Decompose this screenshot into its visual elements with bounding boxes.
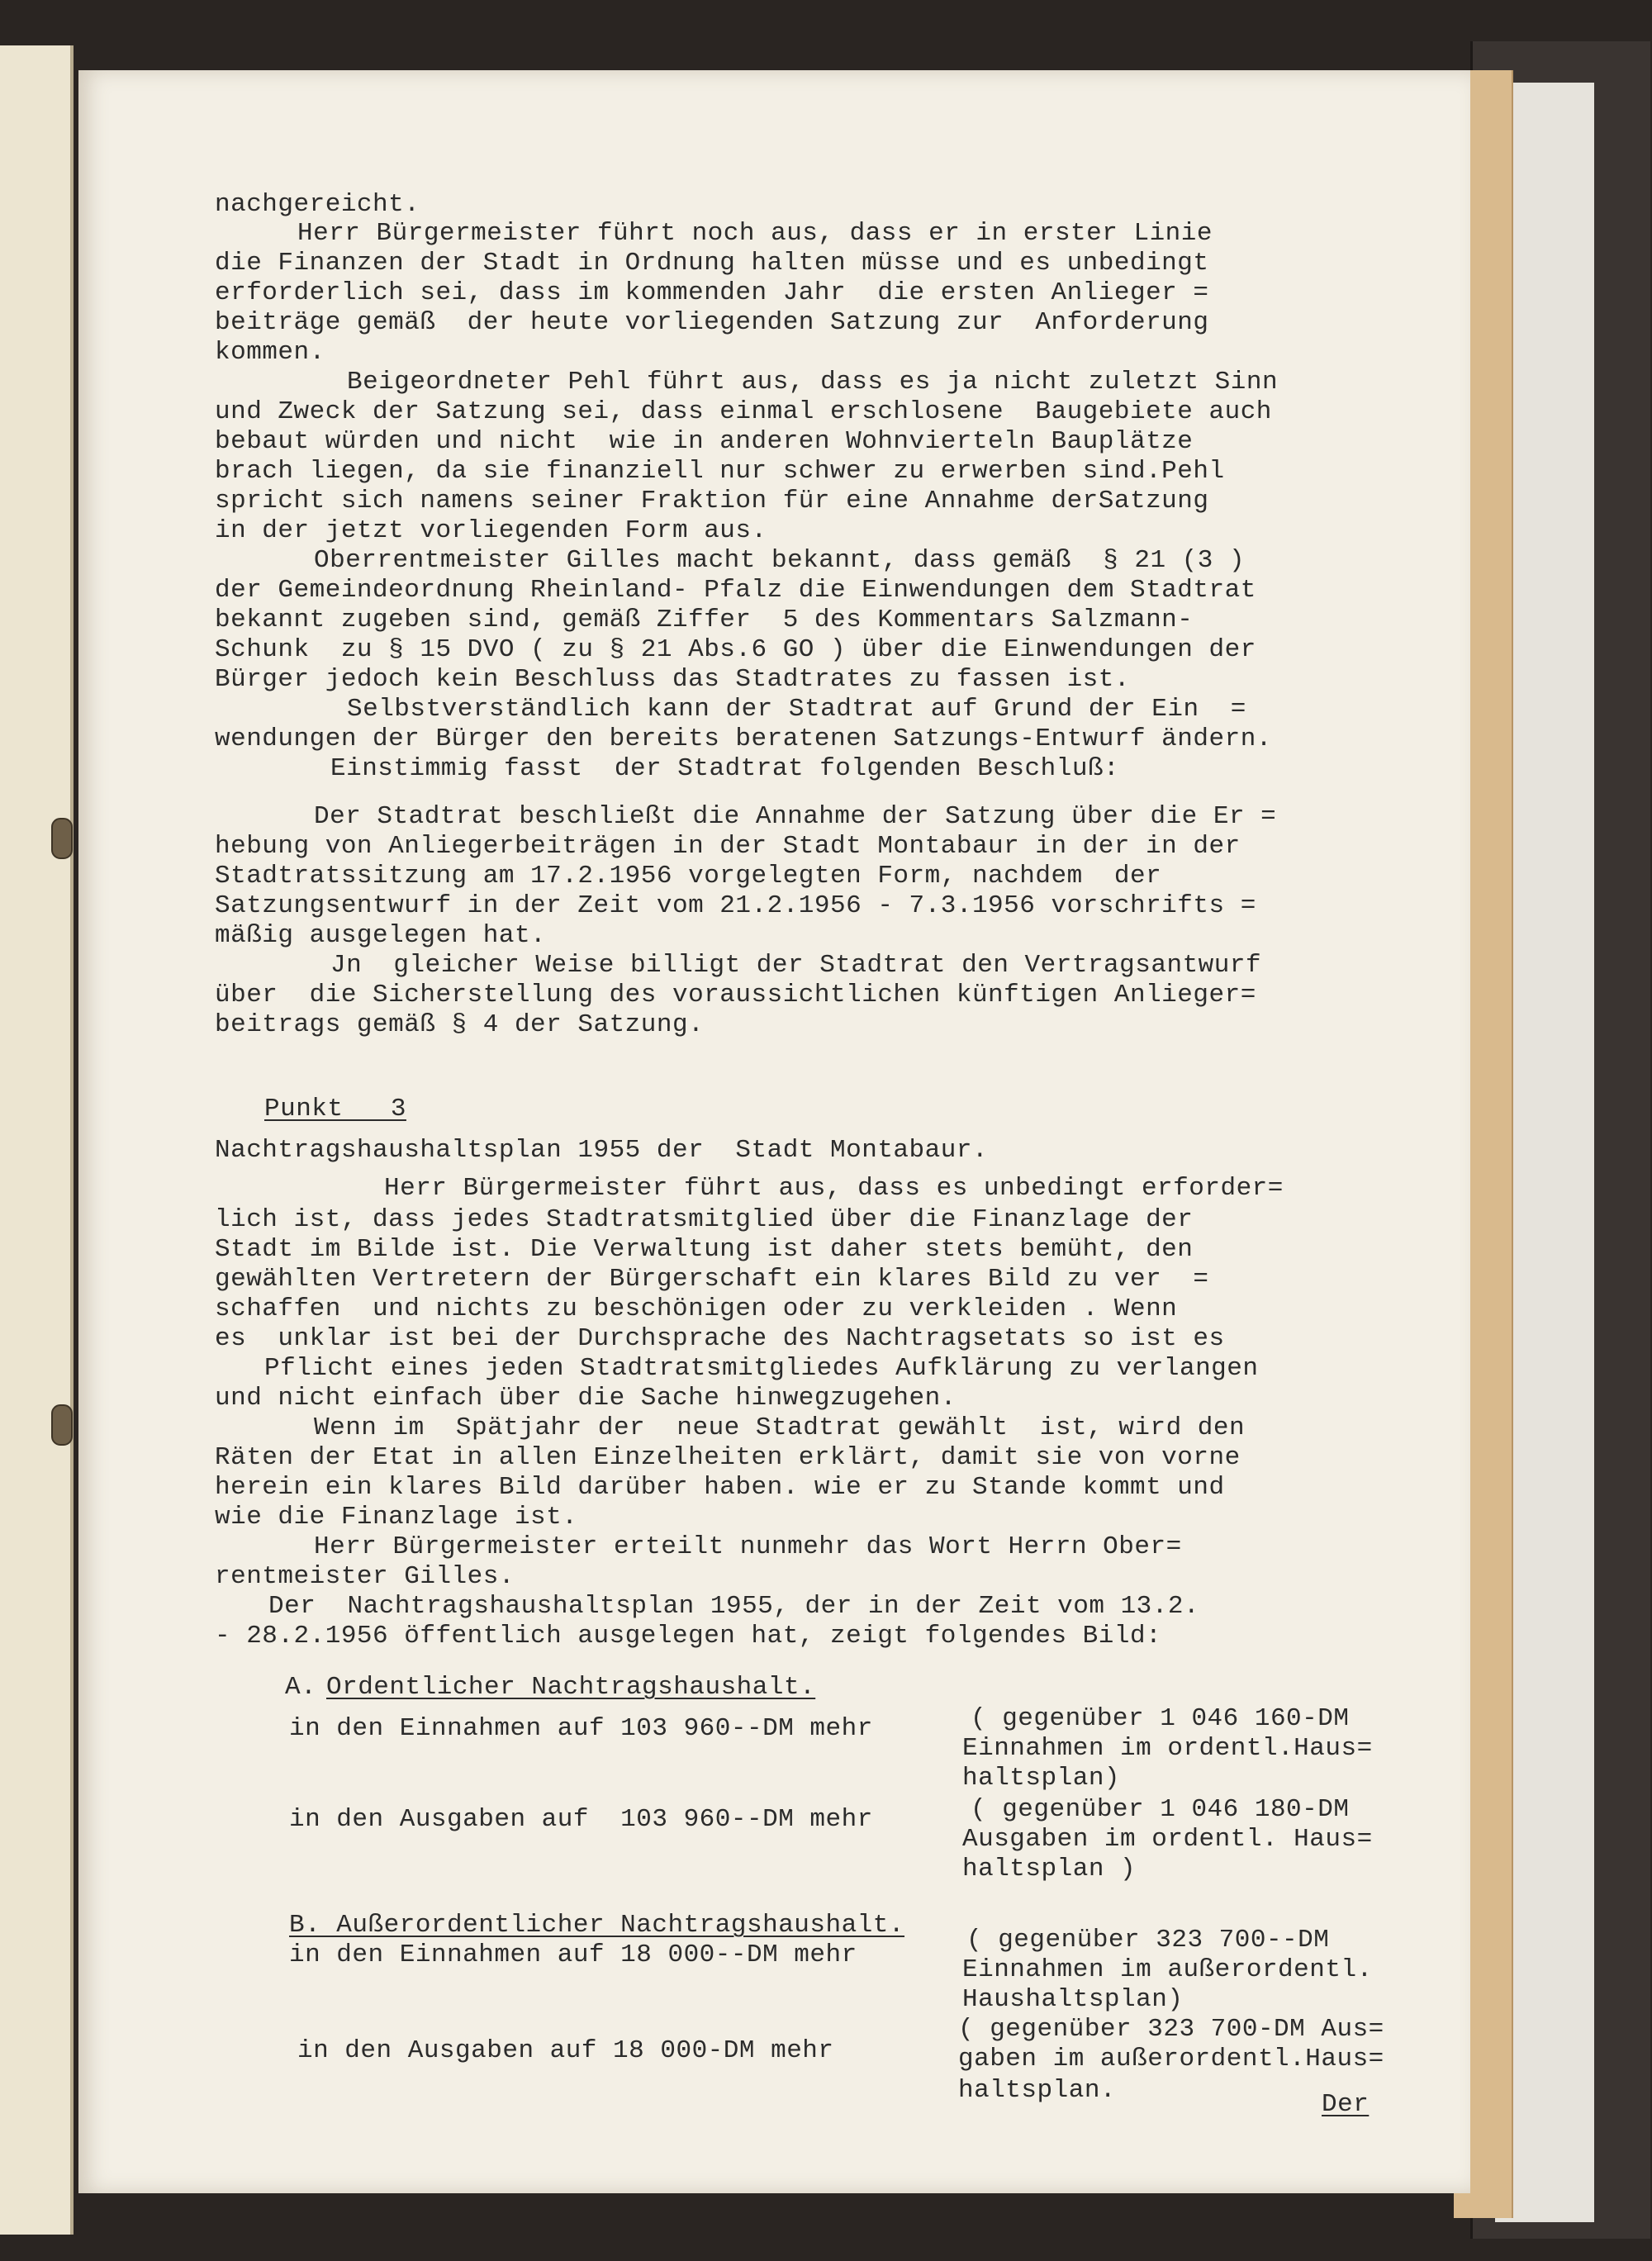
text-line: Der Nachtragshaushaltsplan 1955, der in der Zeit vom 13.2.: [268, 1592, 1200, 1621]
text-line: Selbstverständlich kann der Stadtrat auf Grund der Ein =: [347, 695, 1246, 724]
text-line: hebung von Anliegerbeiträgen in der Stadt Montabaur in der in der: [215, 832, 1241, 861]
text-line: in den Ausgaben auf 103 960--DM mehr: [289, 1805, 873, 1834]
text-line: Herr Bürgermeister führt noch aus, dass er in erster Linie: [297, 219, 1213, 248]
subsection-label: A.: [285, 1673, 317, 1702]
text-line: wie die Finanzlage ist.: [215, 1503, 578, 1532]
text-line: gaben im außerordentl.Haus=: [958, 2045, 1384, 2073]
text-line: Pflicht eines jeden Stadtratsmitgliedes Aufklärung zu verlangen: [264, 1354, 1259, 1383]
text-line: ( gegenüber 323 700--DM: [966, 1926, 1330, 1955]
text-line: brach liegen, da sie finanziell nur schwer zu erwerben sind.Pehl: [215, 457, 1225, 486]
text-line: Beigeordneter Pehl führt aus, dass es ja nicht zuletzt Sinn: [347, 368, 1279, 397]
binder-ring-icon: [51, 818, 73, 859]
text-line: Einnahmen im ordentl.Haus=: [962, 1734, 1373, 1763]
text-line: haltsplan): [962, 1764, 1121, 1793]
text-line: haltsplan.: [958, 2076, 1117, 2105]
section-title: Nachtragshaushaltsplan 1955 der Stadt Montabaur.: [215, 1136, 989, 1165]
text-line: und nicht einfach über die Sache hinwegzugehen.: [215, 1384, 957, 1413]
text-line: Stadt im Bilde ist. Die Verwaltung ist daher stets bemüht, den: [215, 1235, 1194, 1264]
text-line: erforderlich sei, dass im kommenden Jahr die ersten Anlieger =: [215, 278, 1209, 307]
text-line: wendungen der Bürger den bereits beratenen Satzungs-Entwurf ändern.: [215, 724, 1272, 753]
text-line: und Zweck der Satzung sei, dass einmal erschlosene Baugebiete auch: [215, 397, 1272, 426]
text-line: Wenn im Spätjahr der neue Stadtrat gewählt ist, wird den: [314, 1413, 1246, 1442]
text-line: über die Sicherstellung des voraussichtlichen künftigen Anlieger=: [215, 981, 1256, 1009]
text-line: Haushaltsplan): [962, 1985, 1184, 2014]
text-line: bebaut würden und nicht wie in anderen Wohnvierteln Bauplätze: [215, 427, 1194, 456]
document-page: [78, 70, 1470, 2193]
text-line: in den Einnahmen auf 18 000--DM mehr: [289, 1940, 857, 1969]
text-line: Stadtratssitzung am 17.2.1956 vorgelegten Form, nachdem der: [215, 862, 1162, 891]
text-line: in der jetzt vorliegenden Form aus.: [215, 516, 767, 545]
text-line: es unklar ist bei der Durchsprache des Nachtragsetats so ist es: [215, 1324, 1225, 1353]
text-line: mäßig ausgelegen hat.: [215, 921, 547, 950]
text-line: Räten der Etat in allen Einzelheiten erklärt, damit sie von vorne: [215, 1443, 1241, 1472]
text-line: bekannt zugeben sind, gemäß Ziffer 5 des Kommentars Salzmann-: [215, 606, 1194, 634]
text-line: lich ist, dass jedes Stadtratsmitglied über die Finanzlage der: [215, 1205, 1194, 1234]
left-page-edge: [0, 45, 74, 2235]
text-line: Jn gleicher Weise billigt der Stadtrat den Vertragsantwurf: [330, 951, 1262, 980]
text-line: schaffen und nichts zu beschönigen oder zu verkleiden . Wenn: [215, 1294, 1178, 1323]
text-line: Einnahmen im außerordentl.: [962, 1955, 1373, 1984]
text-line: Ausgaben im ordentl. Haus=: [962, 1825, 1373, 1854]
continuation-word: Der: [1322, 2090, 1370, 2119]
text-line: herein ein klares Bild darüber haben. wie er zu Stande kommt und: [215, 1473, 1225, 1502]
text-line: haltsplan ): [962, 1855, 1137, 1883]
text-line: in den Ausgaben auf 18 000-DM mehr: [297, 2036, 834, 2065]
text-line: Herr Bürgermeister erteilt nunmehr das Wort Herrn Ober=: [314, 1532, 1182, 1561]
text-line: gewählten Vertretern der Bürgerschaft ein klares Bild zu ver =: [215, 1265, 1209, 1294]
text-line: Bürger jedoch kein Beschluss das Stadtrates zu fassen ist.: [215, 665, 1130, 694]
text-line: - 28.2.1956 öffentlich ausgelegen hat, zeigt folgendes Bild:: [215, 1622, 1162, 1651]
text-line: spricht sich namens seiner Fraktion für eine Annahme derSatzung: [215, 487, 1209, 515]
text-line: ( gegenüber 1 046 180-DM: [971, 1795, 1350, 1824]
text-line: die Finanzen der Stadt in Ordnung halten müsse und es unbedingt: [215, 249, 1209, 278]
text-line: kommen.: [215, 338, 325, 367]
section-heading: Punkt 3: [264, 1095, 406, 1123]
text-line: rentmeister Gilles.: [215, 1562, 515, 1591]
text-line: ( gegenüber 1 046 160-DM: [971, 1704, 1350, 1733]
text-line: ( gegenüber 323 700-DM Aus=: [958, 2015, 1384, 2044]
text-line: der Gemeindeordnung Rheinland- Pfalz die Einwendungen dem Stadtrat: [215, 576, 1256, 605]
text-line: Oberrentmeister Gilles macht bekannt, dass gemäß § 21 (3 ): [314, 546, 1246, 575]
subsection-heading: Ordentlicher Nachtragshaushalt.: [326, 1673, 816, 1702]
subsection-heading: B. Außerordentlicher Nachtragshaushalt.: [289, 1911, 905, 1940]
text-line: Schunk zu § 15 DVO ( zu § 21 Abs.6 GO ) über die Einwendungen der: [215, 635, 1256, 664]
text-line: in den Einnahmen auf 103 960--DM mehr: [289, 1714, 873, 1743]
text-line: Einstimmig fasst der Stadtrat folgenden Beschluß:: [330, 754, 1120, 783]
text-line: beiträge gemäß der heute vorliegenden Satzung zur Anforderung: [215, 308, 1209, 337]
text-line: Herr Bürgermeister führt aus, dass es unbedingt erforder=: [384, 1174, 1284, 1203]
text-line: Satzungsentwurf in der Zeit vom 21.2.1956 - 7.3.1956 vorschrifts =: [215, 891, 1256, 920]
text-line: beitrags gemäß § 4 der Satzung.: [215, 1010, 705, 1039]
binder-ring-icon: [51, 1404, 73, 1446]
text-line: nachgereicht.: [215, 190, 420, 219]
text-line: Der Stadtrat beschließt die Annahme der Satzung über die Er =: [314, 802, 1277, 831]
